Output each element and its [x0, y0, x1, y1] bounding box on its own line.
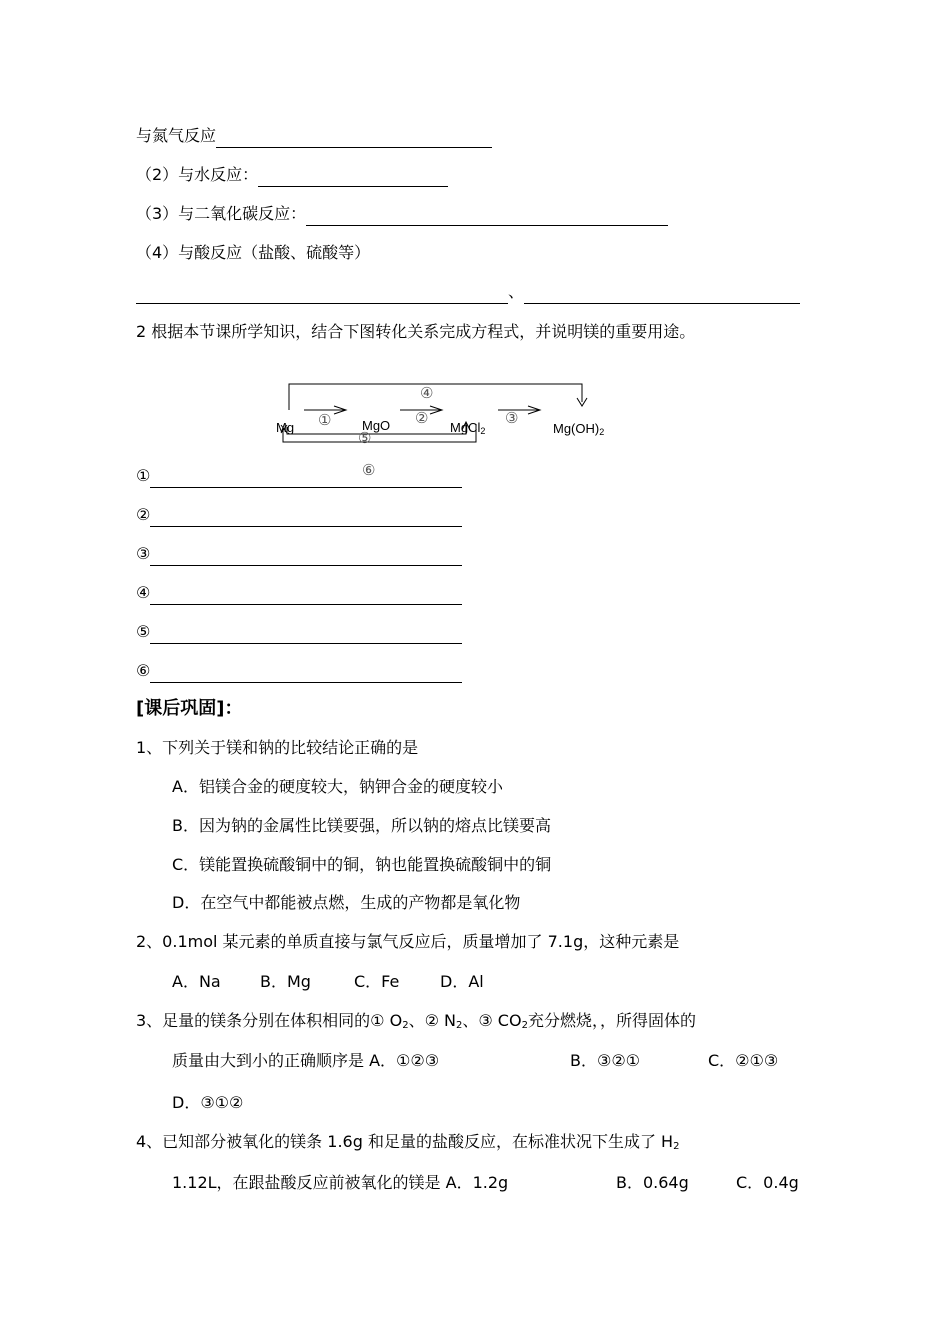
step-label-4: ④	[420, 385, 434, 402]
acid-answer-line	[136, 280, 800, 304]
question-2-intro: 2 根据本节课所学知识，结合下图转化关系完成方程式，并说明镁的重要用途。	[136, 322, 696, 341]
step-label-3: ③	[505, 410, 519, 427]
equation-number: ③	[136, 544, 151, 563]
q2-stem: 2、0.1mol 某元素的单质直接与氯气反应后，质量增加了 7.1g，这种元素是	[136, 932, 680, 951]
step-label-6: ⑥	[362, 462, 376, 479]
q3-stem-part: 充分燃烧，，所得固体的	[527, 1011, 696, 1030]
subscript: 2	[673, 1141, 680, 1152]
q2-option-a[interactable]: A．Na	[172, 972, 221, 991]
bracket-4	[289, 384, 582, 410]
q3-stem-line2[interactable]: 质量由大到小的正确顺序是 A．①②③	[172, 1051, 440, 1070]
q1-option-b[interactable]: B．因为钠的金属性比镁要强，所以钠的熔点比镁要高	[172, 816, 551, 835]
water-line	[136, 163, 448, 187]
q3-option-b[interactable]: B．③②①	[570, 1051, 641, 1070]
equation-number: ⑥	[136, 661, 151, 680]
answer-blank[interactable]	[258, 168, 448, 187]
nitrogen-line	[136, 124, 492, 148]
review-title: [课后巩固]：	[136, 698, 243, 719]
equation-line-1	[136, 464, 462, 488]
q3-stem	[136, 1009, 696, 1038]
acid-line	[136, 241, 370, 265]
nitrogen-label: 与氮气反应	[136, 126, 217, 145]
step-label-5: ⑤	[358, 430, 372, 447]
q4-option-c[interactable]: C．0.4g	[736, 1173, 799, 1192]
acid-label: （4）与酸反应（盐酸、硫酸等）	[136, 243, 371, 262]
q3-stem-part: 3、足量的镁条分别在体积相同的① O	[136, 1011, 403, 1030]
step-label-1: ①	[318, 412, 332, 429]
equation-number: ①	[136, 466, 151, 485]
q3-option-c[interactable]: C．②①③	[708, 1051, 779, 1070]
answer-blank[interactable]	[150, 664, 462, 683]
equation-line-3	[136, 542, 462, 566]
equation-number: ④	[136, 583, 151, 602]
q4-stem-part: 4、已知部分被氧化的镁条 1.6g 和足量的盐酸反应，在标准状况下生成了 H	[136, 1132, 674, 1151]
water-label: （2）与水反应：	[136, 165, 259, 184]
subscript: 2	[521, 1020, 528, 1031]
q3-option-d[interactable]: D．③①②	[172, 1093, 244, 1112]
answer-blank[interactable]	[150, 547, 462, 566]
species-mgo: MgO	[362, 418, 391, 433]
answer-blank[interactable]	[150, 586, 462, 605]
step-label-2: ②	[415, 410, 429, 427]
q1-option-a[interactable]: A．铝镁合金的硬度较大，钠钾合金的硬度较小	[172, 777, 503, 796]
q4-option-b[interactable]: B．0.64g	[616, 1173, 689, 1192]
q3-stem-part: 、② N	[408, 1011, 456, 1030]
equation-line-2	[136, 503, 462, 527]
species-mgoh2: Mg(OH)2	[553, 421, 605, 437]
answer-blank[interactable]	[524, 285, 800, 304]
answer-blank[interactable]	[216, 129, 492, 148]
equation-line-6	[136, 659, 462, 683]
q2-option-d[interactable]: D．Al	[440, 972, 484, 991]
q3-stem-part: 、③ CO	[462, 1011, 522, 1030]
q2-option-c[interactable]: C．Fe	[354, 972, 400, 991]
q4-stem	[136, 1130, 679, 1159]
equation-line-5	[136, 620, 462, 644]
q2-option-b[interactable]: B．Mg	[260, 972, 311, 991]
species-mg: Mg	[276, 420, 295, 435]
co2-line	[136, 202, 668, 226]
answer-blank[interactable]	[150, 625, 462, 644]
answer-blank[interactable]	[306, 207, 668, 226]
answer-blank[interactable]	[150, 469, 462, 488]
subscript: 2	[456, 1020, 463, 1031]
equation-number: ⑤	[136, 622, 151, 641]
species-mgcl2: MgCl2	[450, 420, 486, 436]
subscript: 2	[402, 1020, 409, 1031]
q1-option-d[interactable]: D．在空气中都能被点燃，生成的产物都是氧化物	[172, 893, 521, 912]
equation-line-4	[136, 581, 462, 605]
q1-stem: 1、下列关于镁和钠的比较结论正确的是	[136, 738, 419, 757]
q1-option-c[interactable]: C．镁能置换硫酸铜中的铜，钠也能置换硫酸铜中的铜	[172, 855, 552, 874]
answer-blank[interactable]	[136, 285, 508, 304]
separator: 、	[508, 282, 525, 301]
answer-blank[interactable]	[150, 508, 462, 527]
q4-stem-line2[interactable]: 1.12L，在跟盐酸反应前被氧化的镁是 A．1.2g	[172, 1173, 509, 1192]
co2-label: （3）与二氧化碳反应：	[136, 204, 307, 223]
equation-number: ②	[136, 505, 151, 524]
